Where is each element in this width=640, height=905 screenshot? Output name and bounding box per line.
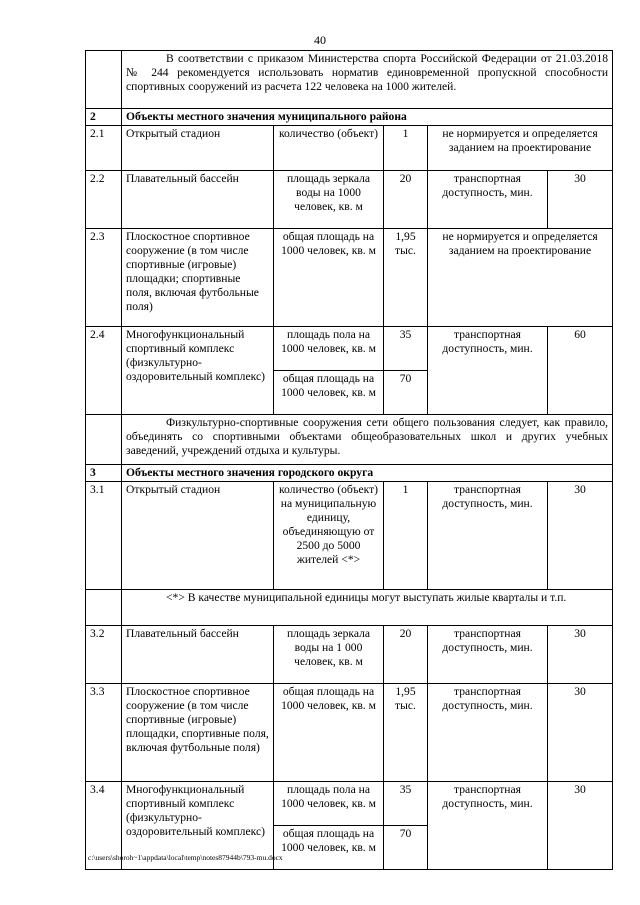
- section-title: Объекты местного значения городского округа: [122, 465, 613, 482]
- note-top: В соответствии с приказом Министерства спорта Российской Федерации от 21.03.2018 № 244 рекомендуется использовать норматив единовременной пропускной способности спортивных сооружений из расчета 122 человека на 1000 жителей.: [122, 51, 613, 109]
- table-row: 3.1 Открытый стадион количество (объект) на муниципальную единицу, объединяющую от 2500 до 5000 жителей <*> 1 транспортная доступность, мин. 30: [86, 482, 613, 590]
- table-row: 3.2 Плавательный бассейн площадь зеркала воды на 1 000 человек, кв. м 20 транспортная доступность, мин. 30: [86, 626, 613, 684]
- section-row: [86, 465, 613, 482]
- table-row: общая площадь на 1000 человек, кв. м 70: [86, 371, 613, 415]
- table-row: [86, 590, 613, 626]
- note-mid: Физкультурно-спортивные сооружения сети общего пользования следует, как правило, объединять со спортивными объектами общеобразовательных школ и других учебных заведений, учреждений отдыха и культуры.: [122, 415, 613, 465]
- table-row: 2.1 Открытый стадион количество (объект) 1 не нормируется и определяется заданием на проектирование: [86, 126, 613, 171]
- table-row: [86, 51, 613, 109]
- table-row: [86, 415, 613, 465]
- table-row: 2.4 Многофункциональный спортивный комплекс (физкультурно-оздоровительный комплекс) площадь пола на 1000 человек, кв. м 35 транспортная доступность, мин. 60: [86, 327, 613, 371]
- section-number: 3: [86, 465, 122, 482]
- table-row: 3.3 Плоскостное спортивное сооружение (в том числе спортивные (игровые) площадки, спортивные поля, включая футбольные поля) общая площадь на 1000 человек, кв. м 1,95 тыс. транспортная доступность, мин. 30: [86, 684, 613, 782]
- note-star: <*> В качестве муниципальной единицы могут выступать жилые кварталы и т.п.: [122, 590, 613, 626]
- page-number: 40: [314, 33, 326, 47]
- footer-file-path: c:\users\shoroh~1\appdata\local\temp\notes87944b\793-mu.docx: [88, 853, 283, 862]
- section-title: Объекты местного значения муниципального района: [122, 109, 613, 126]
- table-row: 3.4 Многофункциональный спортивный комплекс (физкультурно-оздоровительный комплекс) площадь пола на 1000 человек, кв. м 35 транспортная доступность, мин. 30: [86, 782, 613, 826]
- section-row: [86, 109, 613, 126]
- section-number: 2: [86, 109, 122, 126]
- table-row: общая площадь на 1000 человек, кв. м 70: [86, 826, 613, 870]
- norms-table: [85, 50, 613, 870]
- table-row: 2.3 Плоскостное спортивное сооружение (в том числе спортивные (игровые) площадки; спортивные поля, включая футбольные поля) общая площадь на 1000 человек, кв. м 1,95 тыс. не нормируется и определяется заданием на проектирование: [86, 229, 613, 327]
- table-row: 2.2 Плавательный бассейн площадь зеркала воды на 1000 человек, кв. м 20 транспортная доступность, мин. 30: [86, 171, 613, 229]
